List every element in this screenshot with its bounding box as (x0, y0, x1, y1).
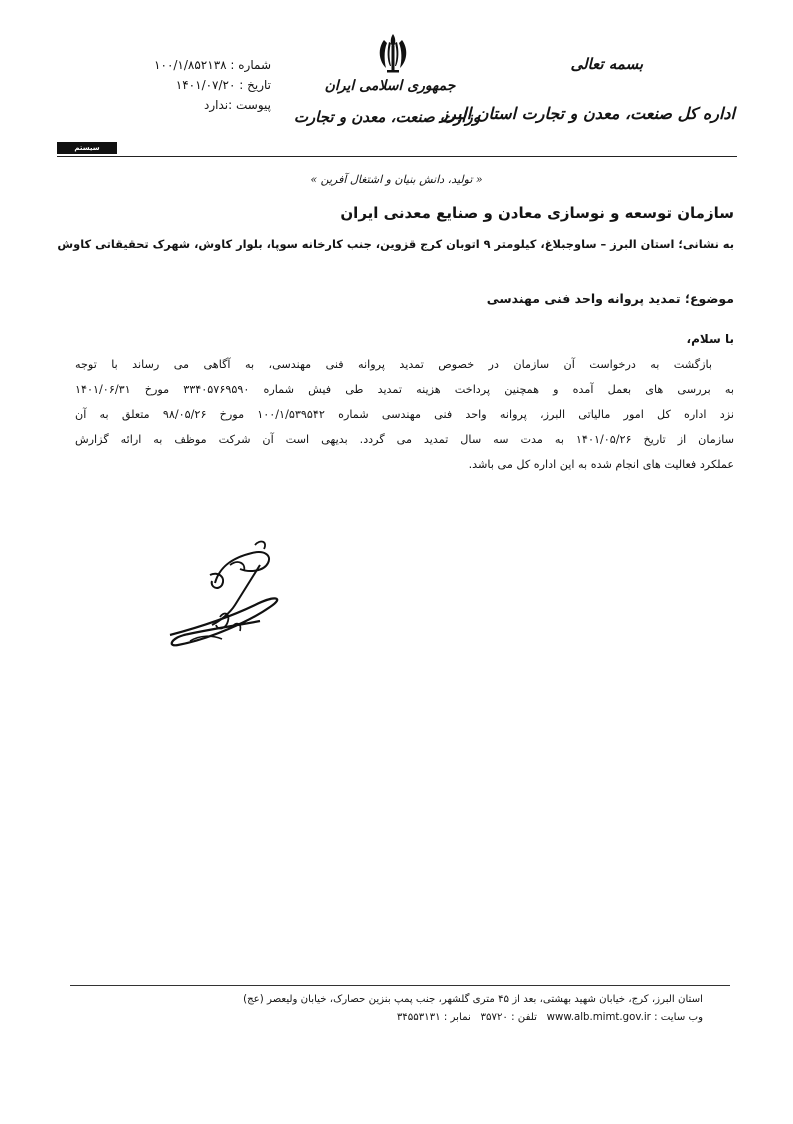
recipient-name: سازمان توسعه و نوسازی معادن و صنایع معدنی ایران (340, 204, 734, 222)
motto: « تولید، دانش بنیان و اشتغال آفرین » (310, 173, 483, 186)
republic-title: جمهوری اسلامی ایران (324, 78, 456, 94)
body-line: نزد اداره کل امور مالیاتی البرز، پروانه واحد فنی مهندسی شماره ۱۰۰/۱/۵۳۹۵۴۲ مورخ ۹۸/۰۵/۲۶ متعلق به آن (75, 408, 734, 421)
footer-divider (70, 985, 730, 986)
handwritten-signature (160, 535, 300, 660)
automation-badge: سیستم اتوماسیون (57, 142, 117, 154)
website-label: وب سایت : (654, 1012, 703, 1023)
letter-subject: موضوع؛ تمدید پروانه واحد فنی مهندسی (486, 291, 734, 306)
fax-label: نمابر : (443, 1012, 471, 1023)
basmala: بسمه تعالی (570, 55, 643, 73)
body-line: بازگشت به درخواست آن سازمان در خصوص تمدید پروانه فنی مهندسی، به آگاهی می رساند با توجه (75, 358, 712, 371)
iran-emblem-icon (372, 30, 414, 76)
footer-contact (397, 1012, 703, 1023)
body-line: سازمان از تاریخ ۱۴۰۱/۰۵/۲۶ به مدت سه سال تمدید می گردد. بدیهی است آن شرکت موظف به ارائه گزارش (75, 433, 734, 446)
header-divider (57, 156, 737, 157)
website-link[interactable]: www.alb.mimt.gov.ir (546, 1012, 651, 1023)
phone-value: ۳۵۷۲۰ (480, 1012, 508, 1023)
phone-label: تلفن : (511, 1012, 537, 1023)
greeting: با سلام، (686, 332, 734, 346)
letter-attachment: پیوست :ندارد (204, 98, 271, 112)
body-line: عملکرد فعالیت های انجام شده به این اداره کل می باشد. (468, 458, 734, 471)
letter-date: تاریخ : ۱۴۰۱/۰۷/۲۰ (175, 78, 271, 92)
recipient-address: به نشانی؛ استان البرز – ساوجبلاغ، کیلومتر ۹ اتوبان کرج قزوین، جنب کارخانه سوپا، بلوار کاوش، شهرک تحقیقاتی کاوش (57, 237, 734, 251)
ministry-title: وزارت صنعت، معدن و تجارت (293, 108, 480, 126)
body-line: به بررسی های بعمل آمده و همچنین پرداخت هزینه تمدید طی فیش شماره ۳۳۴۰۵۷۶۹۵۹۰ مورخ ۱۴۰۱/۰۶/۳۱ (75, 383, 734, 396)
office-name: اداره کل صنعت، معدن و تجارت استان البرز (440, 104, 735, 123)
fax-value: ۳۴۵۵۳۱۳۱ (396, 1012, 441, 1023)
letter-number: شماره : ۱۰۰/۱/۸۵۲۱۳۸ (154, 58, 271, 72)
footer-address: استان البرز، کرج، خیابان شهید بهشتی، بعد از ۴۵ متری گلشهر، جنب پمپ بنزین حصارک، خیابان ولیعصر (عج) (243, 994, 703, 1005)
